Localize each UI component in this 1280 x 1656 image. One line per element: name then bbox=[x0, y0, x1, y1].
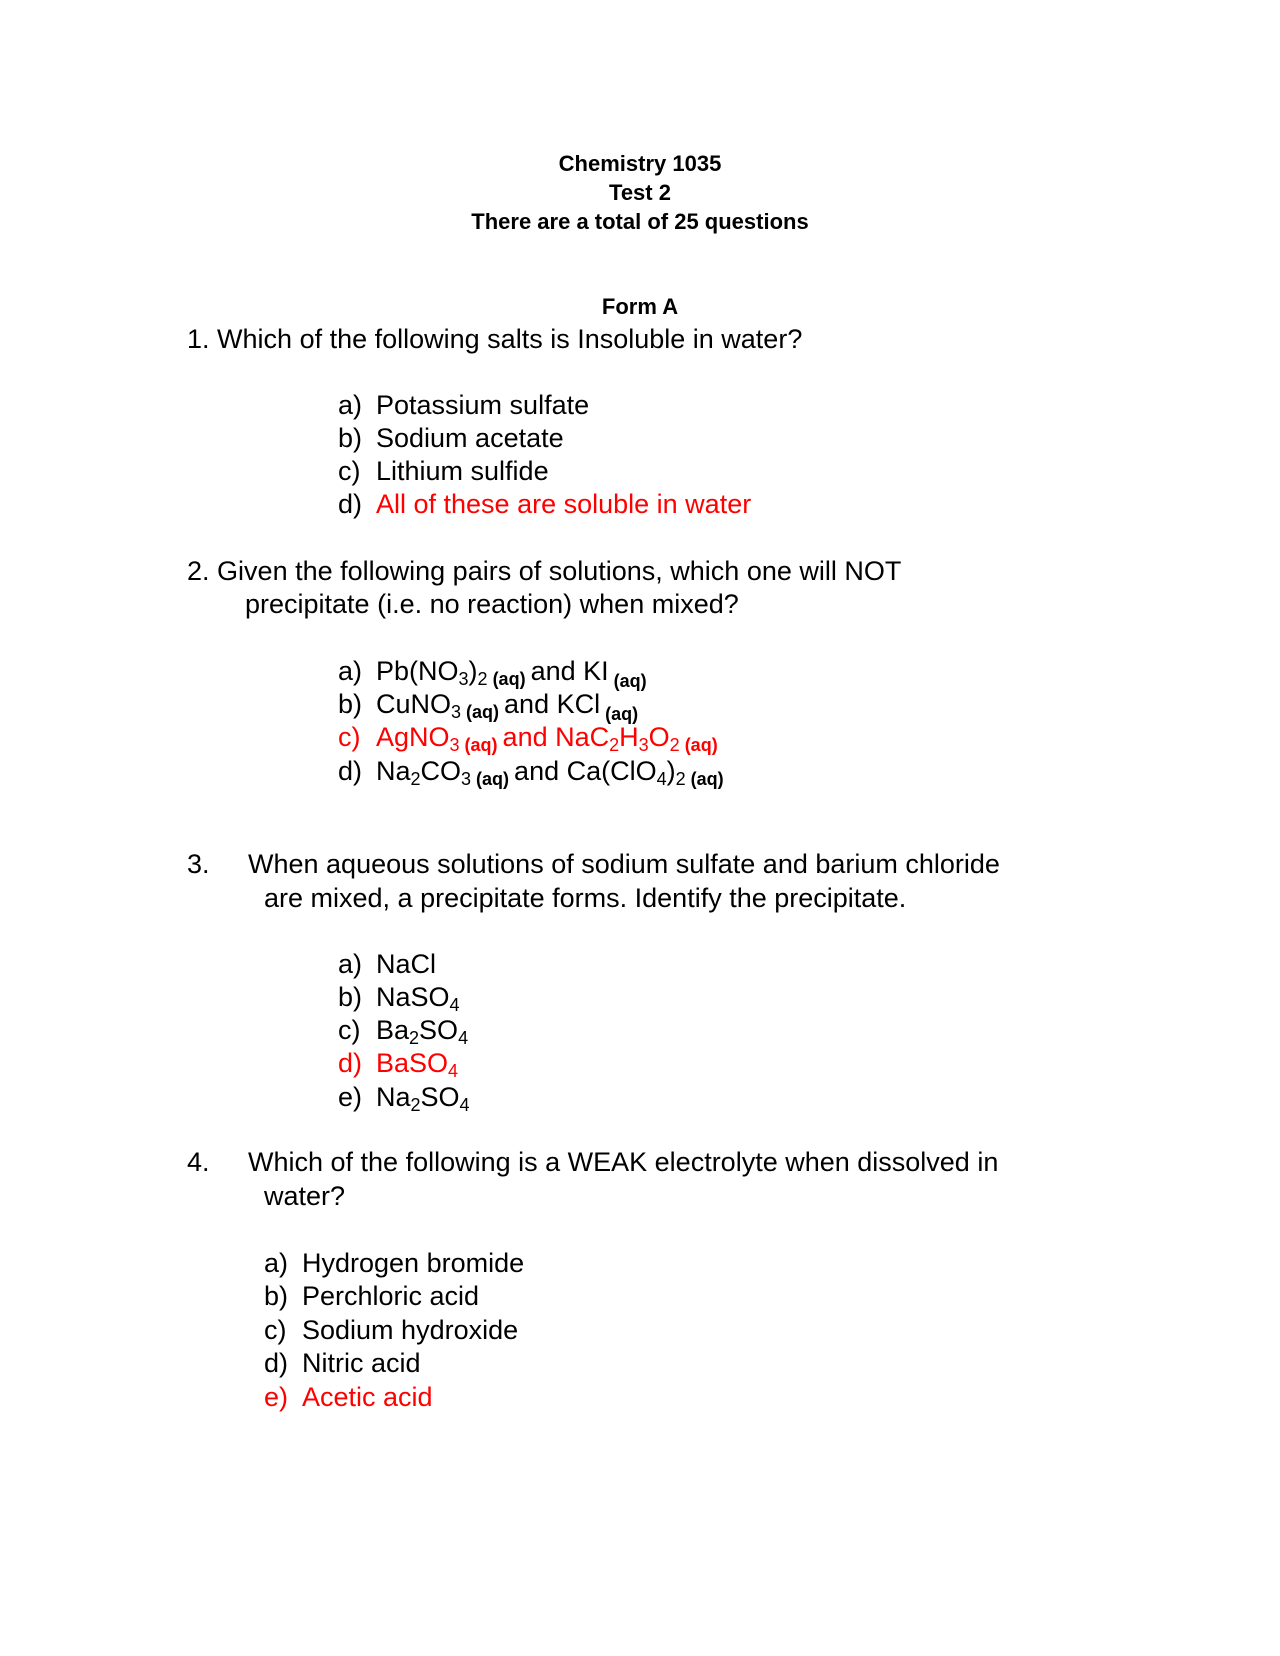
q3-option-a bbox=[338, 948, 436, 980]
q4-option-b bbox=[264, 1280, 479, 1312]
q2-option-d bbox=[338, 755, 724, 787]
option-text: Lithium sulfide bbox=[376, 456, 549, 486]
option-letter: b) bbox=[338, 689, 363, 719]
option-letter: e) bbox=[264, 1382, 289, 1412]
subscript: 2 bbox=[409, 1028, 420, 1048]
form-label: Form A bbox=[601, 294, 679, 319]
q3-option-e bbox=[338, 1081, 470, 1113]
formula-part: Na bbox=[376, 756, 411, 786]
q2-option-c-answer bbox=[338, 721, 718, 753]
q1-option-a bbox=[338, 389, 589, 421]
formula-part: Na bbox=[376, 1082, 411, 1112]
option-letter: a) bbox=[338, 390, 363, 420]
phase-label: (aq) bbox=[466, 702, 500, 722]
option-text: Potassium sulfate bbox=[376, 390, 590, 420]
formula-part: NaCl bbox=[376, 949, 437, 979]
question-3-line-1 bbox=[187, 848, 1000, 880]
option-letter: b) bbox=[338, 423, 363, 453]
subscript: 2 bbox=[410, 769, 421, 789]
formula-part: SO bbox=[419, 1015, 459, 1045]
phase-label: (aq) bbox=[684, 735, 718, 755]
q3-option-b bbox=[338, 981, 460, 1013]
q4-option-d bbox=[264, 1347, 421, 1379]
formula-part: and Ca(ClO bbox=[514, 756, 657, 786]
formula-part: O bbox=[648, 722, 670, 752]
q1-option-c bbox=[338, 455, 549, 487]
q4-option-a bbox=[264, 1247, 524, 1279]
formula-part: SO bbox=[420, 1082, 460, 1112]
option-text: Nitric acid bbox=[302, 1348, 421, 1378]
phase-label: (aq) bbox=[476, 769, 510, 789]
q3-option-c bbox=[338, 1014, 468, 1046]
question-4-line-2: water? bbox=[264, 1181, 346, 1211]
formula-part: Ba bbox=[376, 1015, 410, 1045]
q3-option-d-answer bbox=[338, 1047, 458, 1079]
question-2-text: Given the following pairs of solutions, which one will NOT bbox=[217, 556, 902, 586]
option-letter: b) bbox=[338, 982, 363, 1012]
option-letter: d) bbox=[338, 489, 363, 519]
subscript: 2 bbox=[675, 769, 686, 789]
option-letter: a) bbox=[338, 656, 363, 686]
option-letter: a) bbox=[338, 949, 363, 979]
question-4-text: Which of the following is a WEAK electrolyte when dissolved in bbox=[248, 1147, 999, 1177]
subscript: 4 bbox=[459, 1095, 470, 1115]
option-letter: a) bbox=[264, 1248, 289, 1278]
q2-option-a bbox=[338, 655, 647, 691]
option-letter: d) bbox=[338, 1048, 363, 1078]
subscript: 4 bbox=[449, 995, 460, 1015]
question-4-number: 4. bbox=[187, 1147, 210, 1177]
phase-label: (aq) bbox=[613, 671, 647, 691]
formula-part: Pb(NO bbox=[376, 656, 459, 686]
question-total: There are a total of 25 questions bbox=[471, 209, 809, 234]
option-letter: c) bbox=[264, 1315, 287, 1345]
subscript: 4 bbox=[656, 769, 667, 789]
subscript: 2 bbox=[410, 1095, 421, 1115]
formula-part: H bbox=[619, 722, 639, 752]
formula-part: NaSO bbox=[376, 982, 450, 1012]
phase-label: (aq) bbox=[690, 769, 724, 789]
option-letter: c) bbox=[338, 1015, 361, 1045]
formula-part: CuNO bbox=[376, 689, 452, 719]
question-2-line-2: precipitate (i.e. no reaction) when mixed? bbox=[245, 589, 739, 619]
option-letter: b) bbox=[264, 1281, 289, 1311]
question-3-number: 3. bbox=[187, 849, 210, 879]
option-text: Acetic acid bbox=[302, 1382, 433, 1412]
question-4-line-1 bbox=[187, 1146, 998, 1178]
subscript: 4 bbox=[458, 1028, 469, 1048]
option-letter: d) bbox=[264, 1348, 289, 1378]
q4-option-c bbox=[264, 1314, 518, 1346]
option-text: Hydrogen bromide bbox=[302, 1248, 525, 1278]
subscript: 3 bbox=[451, 702, 462, 722]
subscript: 2 bbox=[477, 669, 488, 689]
question-2-line-1 bbox=[187, 555, 901, 587]
formula-part: BaSO bbox=[376, 1048, 449, 1078]
formula-part: and KI bbox=[530, 656, 609, 686]
subscript: 3 bbox=[461, 769, 472, 789]
formula-part: ) bbox=[666, 756, 676, 786]
test-title: Test 2 bbox=[609, 180, 671, 205]
q4-option-e-answer bbox=[264, 1381, 433, 1413]
question-3-line-2: are mixed, a precipitate forms. Identify the precipitate. bbox=[264, 883, 907, 913]
option-text: Sodium acetate bbox=[376, 423, 564, 453]
q1-option-d bbox=[338, 488, 751, 520]
option-letter: e) bbox=[338, 1082, 363, 1112]
formula-part: and KCl bbox=[504, 689, 601, 719]
option-text-answer: All of these are soluble in water bbox=[376, 489, 752, 519]
phase-label: (aq) bbox=[605, 704, 639, 724]
subscript: 3 bbox=[638, 735, 649, 755]
subscript: 3 bbox=[458, 669, 469, 689]
option-letter: c) bbox=[338, 456, 361, 486]
subscript: 4 bbox=[448, 1061, 459, 1081]
question-1 bbox=[187, 323, 802, 355]
formula-part: AgNO bbox=[376, 722, 450, 752]
question-3-text: When aqueous solutions of sodium sulfate and barium chloride bbox=[248, 849, 1000, 879]
option-text: Perchloric acid bbox=[302, 1281, 480, 1311]
formula-part: ) bbox=[468, 656, 478, 686]
option-letter: c) bbox=[338, 722, 361, 752]
formula-part: CO bbox=[420, 756, 462, 786]
option-letter: d) bbox=[338, 756, 363, 786]
question-2-number: 2. bbox=[187, 556, 210, 586]
subscript: 2 bbox=[669, 735, 680, 755]
course-title: Chemistry 1035 bbox=[558, 151, 722, 176]
subscript: 3 bbox=[449, 735, 460, 755]
subscript: 2 bbox=[609, 735, 620, 755]
q2-option-b bbox=[338, 688, 639, 724]
question-1-number: 1. bbox=[187, 324, 210, 354]
phase-label: (aq) bbox=[492, 669, 526, 689]
question-1-text: Which of the following salts is Insoluble in water? bbox=[217, 324, 803, 354]
q1-option-b bbox=[338, 422, 564, 454]
formula-part: and NaC bbox=[502, 722, 610, 752]
option-text: Sodium hydroxide bbox=[302, 1315, 519, 1345]
phase-label: (aq) bbox=[464, 735, 498, 755]
